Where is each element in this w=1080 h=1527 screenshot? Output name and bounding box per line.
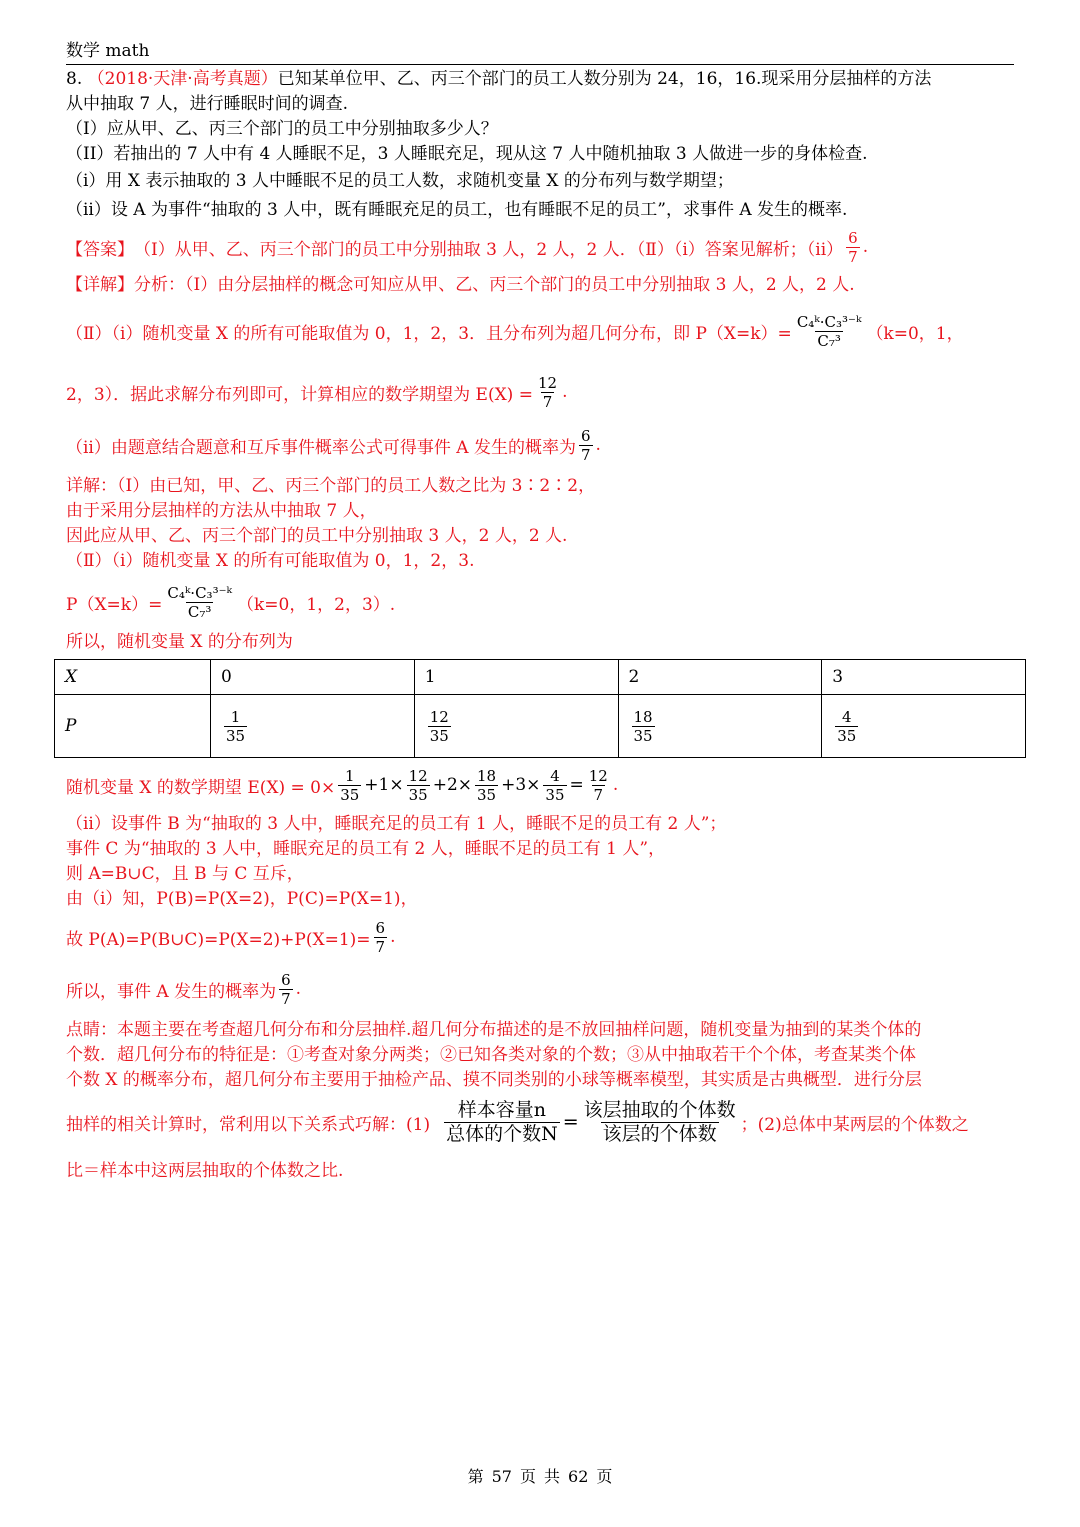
table-cell: $\frac{1}{35}$ (211, 695, 415, 758)
table-row (55, 695, 1026, 758)
comment-line-2: 个数．超几何分布的特征是：①考查对象分两类；②已知各类对象的个数；③从中抽取若干个个体，考查某类个体 (66, 1045, 916, 1065)
question-part-2: （II）若抽出的 7 人中有 4 人睡眠不足，3 人睡眠充足，现从这 7 人中随机抽取 3 人做进一步的身体检查. (66, 144, 868, 164)
comment-line-1: 点睛：本题主要在考查超几何分布和分层抽样.超几何分布描述的是不放回抽样问题，随机变量为抽到的某类个体的 (66, 1020, 922, 1040)
question-line-1 (66, 67, 1014, 92)
answer-line: 【答案】 （Ⅰ）从甲、乙、丙三个部门的员工中分别抽取 3 人，2 人，2 人．（Ⅱ）（i）答案见解析；（ii） $\frac{6}{7}$ . (66, 228, 869, 266)
expectation-fraction: $\frac{12}{7}$ (537, 373, 558, 411)
document-page (66, 40, 1014, 1184)
probability-fraction: $\frac{6}{7}$ (580, 426, 591, 464)
solution-line-4: （Ⅱ）（i）随机变量 X 的所有可能取值为 0，1，2，3. (66, 551, 475, 571)
table-cell: $\frac{12}{35}$ (414, 695, 618, 758)
detail-hypergeometric-line: （Ⅱ）（i）随机变量 X 的所有可能取值为 0，1，2，3．且分布列为超几何分布，即 P（X=k）= $\frac{\text{C₄ᵏ·C₃³⁻ᵏ}}{\text{C₇³}}$ （k=0，1， (66, 312, 964, 350)
current-page: 57 (491, 1467, 512, 1486)
comment-line-4: 抽样的相关计算时，常利用以下关系式巧解：(1) $\frac{\text{样本容量n}}{\text{总体的个数N}}$ = $\frac{\text{该层抽取的个体数}}{\text{该层的个体数}}$ ；(2)总体中某两层的个体数之 (66, 1098, 969, 1145)
distribution-table (54, 659, 1026, 758)
solution-line-3: 因此应从甲、乙、丙三个部门的员工中分别抽取 3 人，2 人，2 人. (66, 526, 568, 546)
part-ii-line-6: 所以，事件 A 发生的概率为 $\frac{6}{7}$ . (66, 970, 302, 1008)
hypergeometric-fraction: $\frac{\text{C₄ᵏ·C₃³⁻ᵏ}}{\text{C₇³}}$ (796, 312, 862, 350)
solution-pmf-line: P（X=k）= $\frac{\text{C₄ᵏ·C₃³⁻ᵏ}}{\text{C₇³}}$ （k=0，1，2，3）. (66, 583, 396, 621)
expect-fraction: $\frac{4}{35}$ (545, 766, 565, 804)
sample-ratio-fraction: $\frac{\text{样本容量n}}{\text{总体的个数N}}$ (446, 1098, 558, 1145)
table-cell: X (55, 660, 211, 695)
table-header-row (55, 660, 1026, 695)
question-stem-2: 从中抽取 7 人，进行睡眠时间的调查. (66, 94, 349, 114)
table-cell: $\frac{18}{35}$ (618, 695, 822, 758)
part-ii-line-4: 由（i）知，P(B)=P(X=2)，P(C)=P(X=1)， (66, 889, 418, 909)
solution-line-1: 详解：（Ⅰ）由已知，甲、乙、丙三个部门的员工人数之比为 3∶2∶2， (66, 476, 596, 496)
comment-line-3: 个数 X 的概率分布，超几何分布主要用于抽检产品、摸不同类别的小球等概率模型，其实质是古典概型．进行分层 (66, 1070, 922, 1090)
expectation-line: 随机变量 X 的数学期望 E(X) = 0× $\frac{1}{35}$ +1× $\frac{12}{35}$ +2× $\frac{18}{35}$ +3× $\frac{4}{35}$ = $\frac{12}{7}$ . (66, 766, 619, 804)
expect-fraction: $\frac{12}{7}$ (588, 766, 608, 804)
question-part-1: （I）应从甲、乙、丙三个部门的员工中分别抽取多少人？ (66, 119, 498, 139)
part-ii-fraction: $\frac{6}{7}$ (375, 918, 386, 956)
detail-analysis: 【详解】分析：（Ⅰ）由分层抽样的概念可知应从甲、乙、丙三个部门的员工中分别抽取 3 人，2 人，2 人. (66, 275, 855, 295)
question-stem-1: 已知某单位甲、乙、丙三个部门的员工人数分别为 24，16，16.现采用分层抽样的方法 (277, 69, 932, 89)
page-footer: 第 57 页 共 62 页 (467, 1467, 613, 1486)
part-ii-line-5: 故 P(A)=P(B∪C)=P(X=2)+P(X=1)= $\frac{6}{7}$ . (66, 918, 396, 956)
detail-probability-line: （ii）由题意结合题意和互斥事件概率公式可得事件 A 发生的概率为 $\frac{6}{7}$ . (66, 426, 601, 464)
comment-line-5: 比＝样本中这两层抽取的个体数之比. (66, 1161, 344, 1181)
question-part-2i: （i）用 X 表示抽取的 3 人中睡眠不足的员工人数，求随机变量 X 的分布列与数学期望； (66, 171, 734, 191)
part-ii-line-3: 则 A=B∪C，且 B 与 C 互斥， (66, 864, 304, 884)
total-pages: 62 (568, 1467, 589, 1486)
answer-label: 【答案】 (66, 239, 134, 260)
table-cell: 0 (211, 660, 415, 695)
part-ii-fraction: $\frac{6}{7}$ (281, 970, 291, 1008)
detail-expectation-line: 2，3）．据此求解分布列即可，计算相应的数学期望为 E(X) = $\frac{12}{7}$ . (66, 373, 568, 411)
solution-line-2: 由于采用分层抽样的方法从中抽取 7 人， (66, 501, 377, 521)
table-cell: 1 (414, 660, 618, 695)
question-source: （2018·天津·高考真题） (87, 69, 278, 89)
detail-label: 【详解】 (66, 275, 134, 295)
table-cell: 3 (822, 660, 1026, 695)
question-part-2ii: （ii）设 A 为事件“抽取的 3 人中，既有睡眠充足的员工，也有睡眠不足的员工”，求事件 A 发生的概率. (66, 200, 848, 220)
question-number: 8. (66, 69, 83, 89)
table-cell: 2 (618, 660, 822, 695)
table-cell: P (55, 695, 211, 758)
part-ii-line-2: 事件 C 为“抽取的 3 人中，睡眠充足的员工有 2 人，睡眠不足的员工有 1 人”， (66, 839, 666, 859)
answer-text: （Ⅰ）从甲、乙、丙三个部门的员工中分别抽取 3 人，2 人，2 人．（Ⅱ）（i）答案见解析；（ii） (134, 239, 844, 260)
stratum-ratio-fraction: $\frac{\text{该层抽取的个体数}}{\text{该层的个体数}}$ (583, 1098, 736, 1145)
expect-fraction: $\frac{12}{35}$ (408, 766, 428, 804)
table-cell: $\frac{4}{35}$ (822, 695, 1026, 758)
answer-fraction: $\frac{6}{7}$ (848, 228, 858, 266)
expect-fraction: $\frac{1}{35}$ (340, 766, 360, 804)
solution-line-6: 所以，随机变量 X 的分布列为 (66, 632, 293, 652)
expect-fraction: $\frac{18}{35}$ (477, 766, 497, 804)
part-ii-line-1: （ii）设事件 B 为“抽取的 3 人中，睡眠充足的员工有 1 人，睡眠不足的员工有 2 人”； (66, 814, 727, 834)
pmf-fraction: $\frac{\text{C₄ᵏ·C₃³⁻ᵏ}}{\text{C₇³}}$ (167, 583, 232, 621)
page-header: 数学 math (66, 40, 1014, 65)
